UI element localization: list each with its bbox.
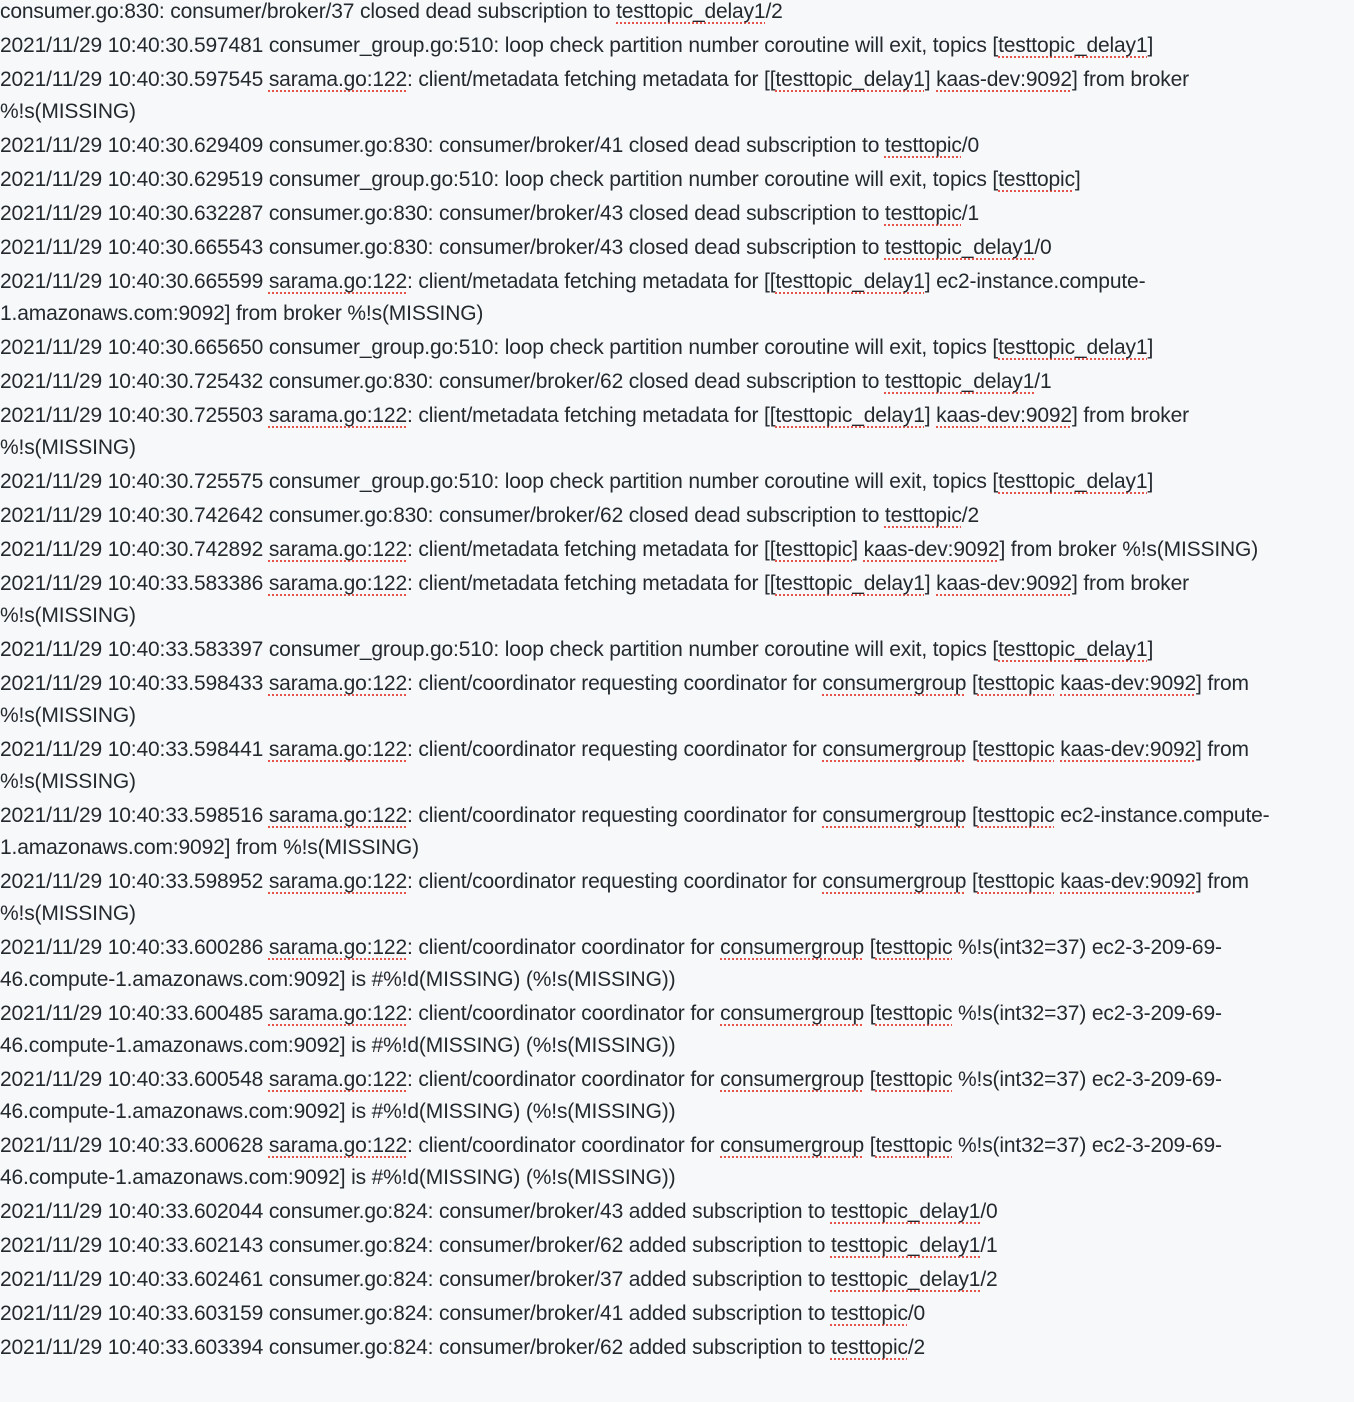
log-text: : client/coordinator coordinator for bbox=[406, 936, 721, 959]
log-text: 2021/11/29 10:40:30.597545 bbox=[0, 68, 269, 91]
log-text: ] bbox=[924, 404, 937, 427]
log-text: : client/coordinator coordinator for bbox=[406, 1068, 721, 1091]
log-text: 2021/11/29 10:40:30.742642 consumer.go:830: consumer/broker/62 closed dead subscription to bbox=[0, 504, 885, 527]
log-text: %!s(int32=37) ec2-3-209-69-46.compute-1.amazonaws.com:9092] is #%!d(MISSING) (%!s(MISSING)) bbox=[0, 1134, 1222, 1189]
log-text: : client/coordinator requesting coordinator for bbox=[406, 738, 823, 761]
log-line bbox=[0, 1230, 1324, 1262]
log-text: 2021/11/29 10:40:30.597481 consumer_group.go:510: loop check partition number coroutine will exit, topics [ bbox=[0, 34, 999, 57]
spellcheck-flagged-word: testtopic bbox=[830, 1302, 908, 1325]
log-text: [ bbox=[864, 1134, 876, 1157]
log-line bbox=[0, 232, 1324, 264]
log-line bbox=[0, 30, 1324, 62]
log-line bbox=[0, 164, 1324, 196]
log-text: 2021/11/29 10:40:30.725432 consumer.go:830: consumer/broker/62 closed dead subscription to bbox=[0, 370, 885, 393]
log-line bbox=[0, 500, 1324, 532]
spellcheck-flagged-word: sarama.go:122 bbox=[268, 270, 407, 293]
log-text: ] from %!s(MISSING) bbox=[0, 672, 1249, 727]
log-text: consumer.go:830: consumer/broker/37 closed dead subscription to bbox=[0, 0, 617, 23]
log-text: ] bbox=[1147, 638, 1154, 661]
log-text: 2021/11/29 10:40:33.602044 consumer.go:824: consumer/broker/43 added subscription to bbox=[0, 1200, 831, 1223]
spellcheck-flagged-word: sarama.go:122 bbox=[268, 538, 407, 561]
log-line bbox=[0, 198, 1324, 230]
spellcheck-flagged-word: sarama.go:122 bbox=[268, 68, 407, 91]
spellcheck-flagged-word: testtopic_delay1 bbox=[830, 1268, 981, 1291]
spellcheck-flagged-word: testtopic bbox=[998, 168, 1075, 191]
log-text: ] bbox=[1147, 336, 1154, 359]
log-text: 2021/11/29 10:40:30.742892 bbox=[0, 538, 269, 561]
log-line bbox=[0, 366, 1324, 398]
log-text: 2021/11/29 10:40:30.629409 consumer.go:830: consumer/broker/41 closed dead subscription to bbox=[0, 134, 885, 157]
log-text: : client/metadata fetching metadata for [[ bbox=[406, 538, 776, 561]
log-text: /1 bbox=[1034, 370, 1052, 393]
log-line bbox=[0, 266, 1324, 330]
spellcheck-flagged-word: testtopic_delay1 bbox=[998, 34, 1148, 57]
spellcheck-flagged-word: consumergroup bbox=[720, 1134, 865, 1157]
log-text: ] bbox=[924, 572, 937, 595]
log-text: 2021/11/29 10:40:30.629519 consumer_group.go:510: loop check partition number coroutine will exit, topics [ bbox=[0, 168, 999, 191]
log-text: [ bbox=[966, 870, 978, 893]
log-line bbox=[0, 400, 1324, 464]
spellcheck-flagged-word: testtopic_delay1 bbox=[830, 1234, 981, 1257]
log-text: %!s(int32=37) ec2-3-209-69-46.compute-1.amazonaws.com:9092] is #%!d(MISSING) (%!s(MISSING)) bbox=[0, 1002, 1222, 1057]
log-text: /1 bbox=[980, 1234, 998, 1257]
spellcheck-flagged-word: kaas-dev:9092 bbox=[1060, 738, 1197, 761]
log-text: : client/metadata fetching metadata for [[ bbox=[406, 68, 776, 91]
log-line bbox=[0, 568, 1324, 632]
log-text: ] bbox=[924, 68, 937, 91]
log-text: 2021/11/29 10:40:33.600485 bbox=[0, 1002, 269, 1025]
spellcheck-flagged-word: testtopic bbox=[977, 672, 1055, 695]
spellcheck-flagged-word: testtopic_delay1 bbox=[830, 1200, 981, 1223]
log-line bbox=[0, 1264, 1324, 1296]
log-text: 2021/11/29 10:40:33.598952 bbox=[0, 870, 269, 893]
spellcheck-flagged-word: kaas-dev:9092 bbox=[936, 404, 1072, 427]
log-text: 2021/11/29 10:40:33.602461 consumer.go:824: consumer/broker/37 added subscription to bbox=[0, 1268, 831, 1291]
log-text: ] ec2-instance.compute-1.amazonaws.com:9092] from broker %!s(MISSING) bbox=[0, 270, 1146, 325]
log-text: 2021/11/29 10:40:33.600286 bbox=[0, 936, 269, 959]
log-text: ] from %!s(MISSING) bbox=[0, 870, 1249, 925]
spellcheck-flagged-word: kaas-dev:9092 bbox=[936, 68, 1072, 91]
log-text: ] bbox=[1147, 34, 1154, 57]
log-text: ec2-instance.compute-1.amazonaws.com:9092] from %!s(MISSING) bbox=[0, 804, 1270, 859]
spellcheck-flagged-word: consumergroup bbox=[822, 738, 967, 761]
log-text: [ bbox=[864, 1068, 876, 1091]
log-line bbox=[0, 634, 1324, 666]
log-text: [ bbox=[966, 738, 978, 761]
spellcheck-flagged-word: sarama.go:122 bbox=[268, 404, 407, 427]
log-text: [ bbox=[966, 672, 978, 695]
log-text: : client/metadata fetching metadata for [[ bbox=[406, 404, 776, 427]
spellcheck-flagged-word: sarama.go:122 bbox=[268, 672, 407, 695]
spellcheck-flagged-word: testtopic bbox=[875, 936, 953, 959]
log-text: [ bbox=[864, 936, 876, 959]
spellcheck-flagged-word: sarama.go:122 bbox=[268, 870, 407, 893]
spellcheck-flagged-word: sarama.go:122 bbox=[268, 572, 407, 595]
spellcheck-flagged-word: testtopic bbox=[884, 504, 962, 527]
log-text: ] from broker %!s(MISSING) bbox=[0, 68, 1190, 123]
log-text: : client/coordinator requesting coordinator for bbox=[406, 870, 823, 893]
log-line bbox=[0, 1196, 1324, 1228]
log-text: ] from %!s(MISSING) bbox=[0, 738, 1249, 793]
log-line bbox=[0, 734, 1324, 798]
spellcheck-flagged-word: testtopic bbox=[875, 1002, 953, 1025]
log-text: /2 bbox=[907, 1336, 926, 1359]
log-text: %!s(int32=37) ec2-3-209-69-46.compute-1.amazonaws.com:9092] is #%!d(MISSING) (%!s(MISSING)) bbox=[0, 1068, 1222, 1123]
log-line bbox=[0, 130, 1324, 162]
spellcheck-flagged-word: kaas-dev:9092 bbox=[1060, 672, 1197, 695]
log-text: 2021/11/29 10:40:30.665599 bbox=[0, 270, 269, 293]
log-line bbox=[0, 534, 1324, 566]
log-text: 2021/11/29 10:40:33.583386 bbox=[0, 572, 269, 595]
log-text: ] from broker %!s(MISSING) bbox=[999, 538, 1259, 561]
log-text: [ bbox=[966, 804, 978, 827]
log-text: : client/coordinator coordinator for bbox=[406, 1002, 721, 1025]
spellcheck-flagged-word: testtopic_delay1 bbox=[616, 0, 766, 23]
log-text: 2021/11/29 10:40:33.598433 bbox=[0, 672, 269, 695]
spellcheck-flagged-word: testtopic_delay1 bbox=[775, 404, 925, 427]
spellcheck-flagged-word: testtopic_delay1 bbox=[775, 270, 925, 293]
log-text: /0 bbox=[980, 1200, 998, 1223]
spellcheck-flagged-word: testtopic_delay1 bbox=[884, 236, 1035, 259]
log-line bbox=[0, 0, 1324, 28]
log-text: : client/coordinator coordinator for bbox=[406, 1134, 721, 1157]
spellcheck-flagged-word: testtopic bbox=[875, 1068, 953, 1091]
log-line bbox=[0, 866, 1324, 930]
spellcheck-flagged-word: testtopic_delay1 bbox=[998, 638, 1148, 661]
log-text: ] from broker %!s(MISSING) bbox=[0, 572, 1190, 627]
log-line bbox=[0, 64, 1324, 128]
log-text: ] bbox=[1147, 470, 1154, 493]
spellcheck-flagged-word: testtopic bbox=[977, 738, 1055, 761]
spellcheck-flagged-word: testtopic_delay1 bbox=[775, 572, 925, 595]
log-text: 2021/11/29 10:40:33.598441 bbox=[0, 738, 269, 761]
log-text: /2 bbox=[980, 1268, 998, 1291]
log-text: %!s(int32=37) ec2-3-209-69-46.compute-1.amazonaws.com:9092] is #%!d(MISSING) (%!s(MISSING)) bbox=[0, 936, 1222, 991]
spellcheck-flagged-word: consumergroup bbox=[720, 1002, 865, 1025]
spellcheck-flagged-word: testtopic_delay1 bbox=[884, 370, 1035, 393]
log-text: 2021/11/29 10:40:33.598516 bbox=[0, 804, 269, 827]
spellcheck-flagged-word: consumergroup bbox=[822, 804, 967, 827]
spellcheck-flagged-word: testtopic bbox=[977, 804, 1055, 827]
log-line bbox=[0, 1064, 1324, 1128]
log-text: /2 bbox=[765, 0, 783, 23]
log-text: : client/coordinator requesting coordinator for bbox=[406, 672, 823, 695]
spellcheck-flagged-word: testtopic bbox=[977, 870, 1055, 893]
log-line bbox=[0, 1332, 1324, 1364]
log-text: ] bbox=[1074, 168, 1081, 191]
log-line bbox=[0, 1130, 1324, 1194]
log-text: 2021/11/29 10:40:30.725575 consumer_group.go:510: loop check partition number coroutine will exit, topics [ bbox=[0, 470, 999, 493]
log-text: /0 bbox=[1034, 236, 1052, 259]
log-text: 2021/11/29 10:40:33.603159 consumer.go:824: consumer/broker/41 added subscription to bbox=[0, 1302, 831, 1325]
log-text: [ bbox=[864, 1002, 876, 1025]
log-text: 2021/11/29 10:40:30.665543 consumer.go:830: consumer/broker/43 closed dead subscription to bbox=[0, 236, 885, 259]
spellcheck-flagged-word: consumergroup bbox=[720, 936, 865, 959]
log-line bbox=[0, 668, 1324, 732]
log-text: /0 bbox=[961, 134, 979, 157]
log-text: 2021/11/29 10:40:30.665650 consumer_group.go:510: loop check partition number coroutine will exit, topics [ bbox=[0, 336, 999, 359]
spellcheck-flagged-word: sarama.go:122 bbox=[268, 1002, 407, 1025]
spellcheck-flagged-word: kaas-dev:9092 bbox=[1060, 870, 1197, 893]
spellcheck-flagged-word: sarama.go:122 bbox=[268, 1068, 407, 1091]
spellcheck-flagged-word: testtopic bbox=[775, 538, 853, 561]
log-text: /2 bbox=[961, 504, 979, 527]
log-line bbox=[0, 998, 1324, 1062]
spellcheck-flagged-word: sarama.go:122 bbox=[268, 738, 407, 761]
spellcheck-flagged-word: consumergroup bbox=[822, 870, 967, 893]
log-text: 2021/11/29 10:40:30.725503 bbox=[0, 404, 269, 427]
log-line bbox=[0, 466, 1324, 498]
log-text: : client/metadata fetching metadata for [[ bbox=[406, 572, 776, 595]
log-text: 2021/11/29 10:40:33.603394 consumer.go:824: consumer/broker/62 added subscription to bbox=[0, 1336, 831, 1359]
spellcheck-flagged-word: testtopic bbox=[884, 134, 962, 157]
spellcheck-flagged-word: testtopic_delay1 bbox=[775, 68, 925, 91]
log-text: 2021/11/29 10:40:33.583397 consumer_group.go:510: loop check partition number coroutine will exit, topics [ bbox=[0, 638, 999, 661]
spellcheck-flagged-word: testtopic bbox=[830, 1336, 908, 1359]
spellcheck-flagged-word: testtopic_delay1 bbox=[998, 336, 1148, 359]
log-line bbox=[0, 932, 1324, 996]
spellcheck-flagged-word: testtopic bbox=[875, 1134, 953, 1157]
spellcheck-flagged-word: sarama.go:122 bbox=[268, 936, 407, 959]
spellcheck-flagged-word: testtopic bbox=[884, 202, 962, 225]
log-text: 2021/11/29 10:40:30.632287 consumer.go:830: consumer/broker/43 closed dead subscription to bbox=[0, 202, 885, 225]
log-text: : client/coordinator requesting coordinator for bbox=[406, 804, 823, 827]
spellcheck-flagged-word: consumergroup bbox=[720, 1068, 865, 1091]
log-text: 2021/11/29 10:40:33.602143 consumer.go:824: consumer/broker/62 added subscription to bbox=[0, 1234, 831, 1257]
log-text: /1 bbox=[961, 202, 979, 225]
spellcheck-flagged-word: kaas-dev:9092 bbox=[863, 538, 1000, 561]
log-text: ] bbox=[852, 538, 864, 561]
log-line bbox=[0, 800, 1324, 864]
log-line bbox=[0, 1298, 1324, 1330]
log-text: /0 bbox=[907, 1302, 926, 1325]
spellcheck-flagged-word: consumergroup bbox=[822, 672, 967, 695]
spellcheck-flagged-word: testtopic_delay1 bbox=[998, 470, 1148, 493]
log-text: 2021/11/29 10:40:33.600628 bbox=[0, 1134, 269, 1157]
log-text: : client/metadata fetching metadata for [[ bbox=[406, 270, 776, 293]
log-text: ] from broker %!s(MISSING) bbox=[0, 404, 1190, 459]
log-line bbox=[0, 332, 1324, 364]
spellcheck-flagged-word: sarama.go:122 bbox=[268, 804, 407, 827]
spellcheck-flagged-word: sarama.go:122 bbox=[268, 1134, 407, 1157]
spellcheck-flagged-word: kaas-dev:9092 bbox=[936, 572, 1072, 595]
log-text: 2021/11/29 10:40:33.600548 bbox=[0, 1068, 269, 1091]
